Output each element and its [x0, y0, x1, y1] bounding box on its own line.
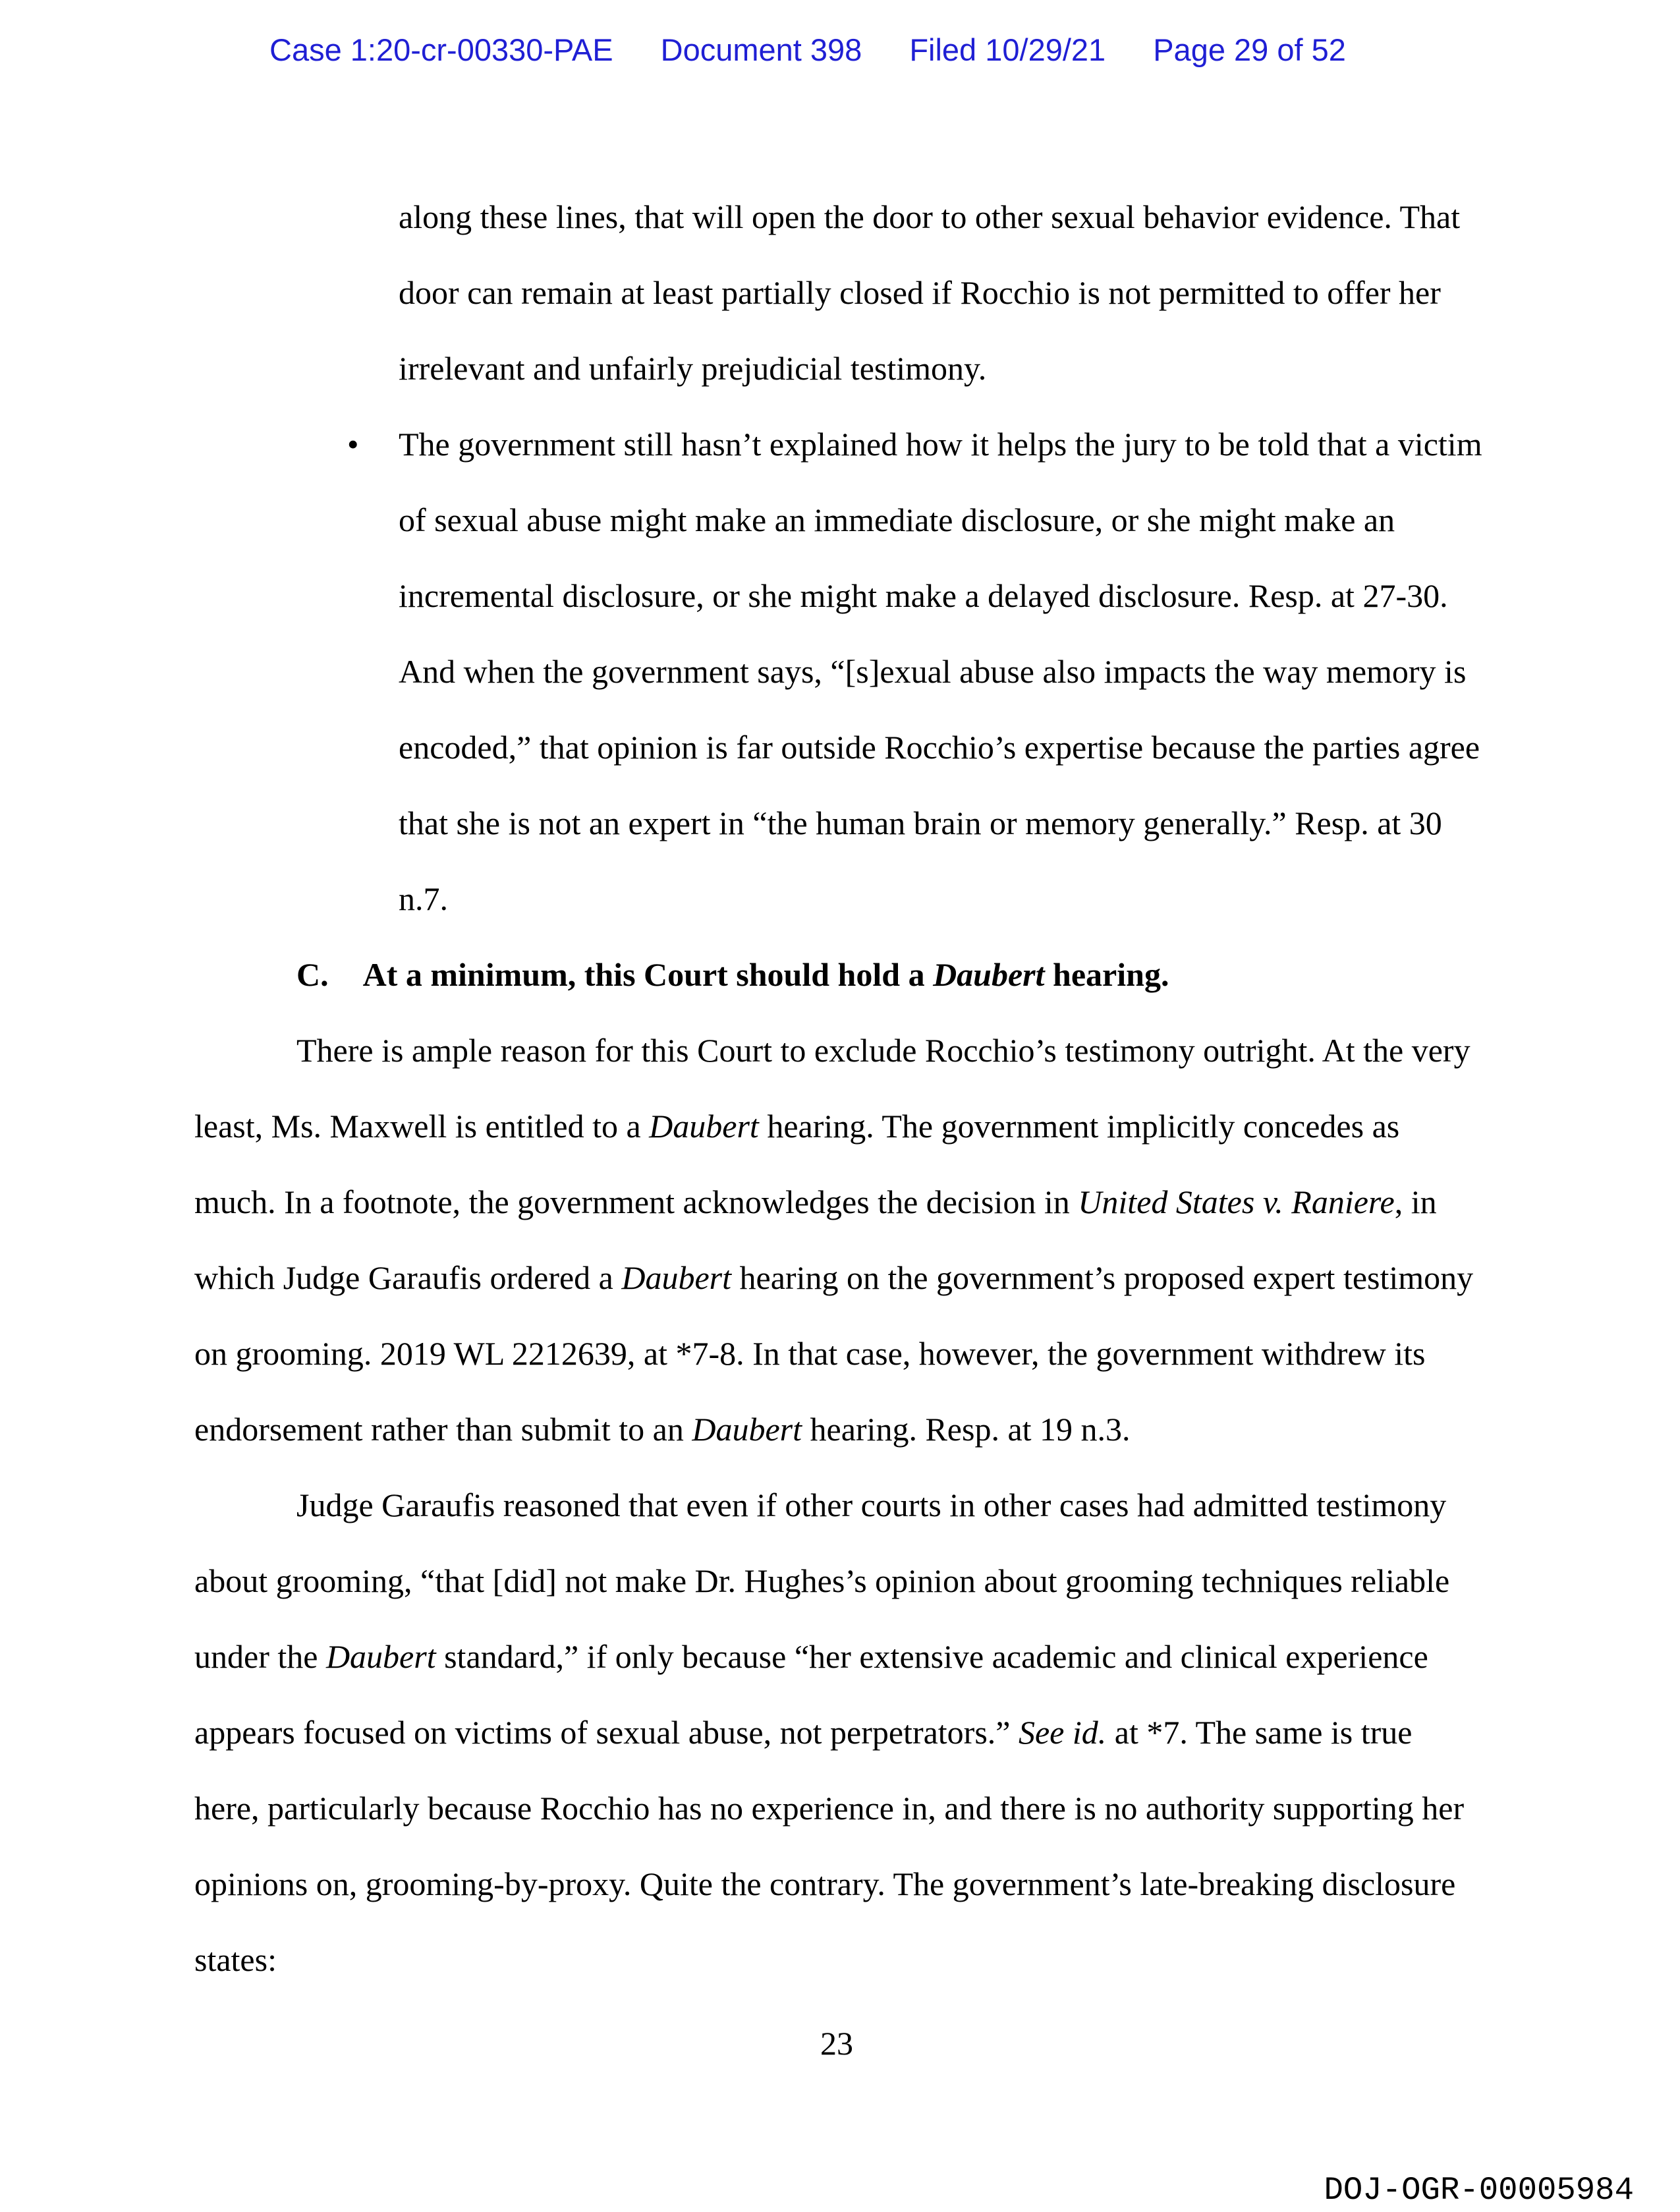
text-line	[194, 1695, 1512, 1771]
text-run: hearing. Resp. at 19 n.3.	[802, 1411, 1131, 1448]
text-line	[194, 1392, 1512, 1467]
text-line	[194, 1543, 1512, 1619]
text-run: Daubert	[692, 1411, 802, 1448]
text-run: hearing on the government’s proposed expert testimony	[731, 1259, 1474, 1296]
text-run: here, particularly because Rocchio has no experience in, and there is no authority supporting her	[194, 1790, 1465, 1827]
text-line	[399, 179, 1512, 255]
page-number: 23	[820, 2025, 853, 2062]
text-line	[194, 1922, 1512, 1998]
text-run: on grooming. 2019 WL 2212639, at *7-8. In that case, however, the government withdrew its	[194, 1335, 1426, 1372]
text-line	[347, 407, 1512, 482]
text-run: door can remain at least partially closed if Rocchio is not permitted to offer her	[399, 274, 1441, 311]
caption-filed-date: Filed 10/29/21	[909, 32, 1106, 67]
text-line	[399, 634, 1512, 710]
text-run: standard,” if only because “her extensive academic and clinical experience	[435, 1638, 1428, 1675]
text-run: least, Ms. Maxwell is entitled to a	[194, 1108, 650, 1145]
text-line	[194, 1089, 1512, 1164]
text-line	[194, 1619, 1512, 1695]
text-run: much. In a footnote, the government acknowledges the decision in	[194, 1183, 1078, 1220]
text-run: Daubert	[621, 1259, 732, 1296]
text-run: which Judge Garaufis ordered a	[194, 1259, 622, 1296]
text-run: hearing.	[1044, 956, 1169, 993]
text-run: incremental disclosure, or she might make a delayed disclosure. Resp. at 27-30.	[399, 577, 1448, 614]
text-run: Daubert	[649, 1108, 759, 1145]
text-line	[296, 1467, 1512, 1543]
text-run: , in	[1394, 1183, 1437, 1220]
text-run: Daubert	[325, 1638, 436, 1675]
caption-page-of: Page 29 of 52	[1153, 32, 1346, 67]
text-line	[399, 255, 1512, 331]
text-line	[194, 1240, 1512, 1316]
text-run: endorsement rather than submit to an	[194, 1411, 692, 1448]
text-line	[399, 785, 1512, 861]
text-line	[399, 482, 1512, 558]
text-line	[194, 1846, 1512, 1922]
text-run: along these lines, that will open the door to other sexual behavior evidence. That	[399, 198, 1461, 235]
text-line	[194, 1164, 1512, 1240]
text-run: There is ample reason for this Court to exclude Rocchio’s testimony outright. At the very	[296, 1032, 1470, 1069]
text-run: And when the government says, “[s]exual abuse also impacts the way memory is	[399, 653, 1467, 690]
text-run: The government still hasn’t explained how it helps the jury to be told that a victim	[399, 426, 1482, 463]
text-run: appears focused on victims of sexual abuse, not perpetrators.”	[194, 1714, 1019, 1751]
section-heading	[296, 937, 1512, 1013]
text-run: C.	[296, 956, 329, 993]
bullet-marker: •	[347, 426, 359, 463]
text-line	[399, 331, 1512, 407]
text-line	[399, 710, 1512, 785]
text-run: United States v. Raniere	[1078, 1183, 1395, 1220]
text-run: of sexual abuse might make an immediate disclosure, or she might make an	[399, 501, 1395, 538]
text-run: Judge Garaufis reasoned that even if other courts in other cases had admitted testimony	[296, 1487, 1447, 1523]
text-run: n.7.	[399, 880, 448, 917]
text-run: states:	[194, 1941, 277, 1978]
text-run: opinions on, grooming-by-proxy. Quite the contrary. The government’s late-breaking disclosure	[194, 1865, 1456, 1902]
text-run: about grooming, “that [did] not make Dr. Hughes’s opinion about grooming techniques reliable	[194, 1562, 1450, 1599]
text-run: irrelevant and unfairly prejudicial testimony.	[399, 350, 987, 387]
text-line	[194, 1316, 1512, 1392]
bates-stamp: DOJ-OGR-00005984	[1324, 2172, 1634, 2209]
text-run: that she is not an expert in “the human brain or memory generally.” Resp. at 30	[399, 805, 1442, 841]
text-line	[296, 1013, 1512, 1089]
text-line	[194, 1771, 1512, 1846]
text-line	[399, 558, 1512, 634]
case-caption	[269, 33, 1346, 67]
text-line	[399, 861, 1512, 937]
text-run: at *7. The same is true	[1106, 1714, 1413, 1751]
text-run: At a minimum, this Court should hold a	[362, 956, 934, 993]
text-run: Daubert	[933, 956, 1045, 993]
caption-case-number: Case 1:20-cr-00330-PAE	[269, 32, 613, 67]
caption-document-number: Document 398	[660, 32, 862, 67]
text-run: See id.	[1018, 1714, 1107, 1751]
text-run: under the	[194, 1638, 326, 1675]
text-run: encoded,” that opinion is far outside Rocchio’s expertise because the parties agree	[399, 729, 1480, 766]
document-body	[194, 179, 1512, 1998]
text-run: hearing. The government implicitly concedes as	[758, 1108, 1400, 1145]
